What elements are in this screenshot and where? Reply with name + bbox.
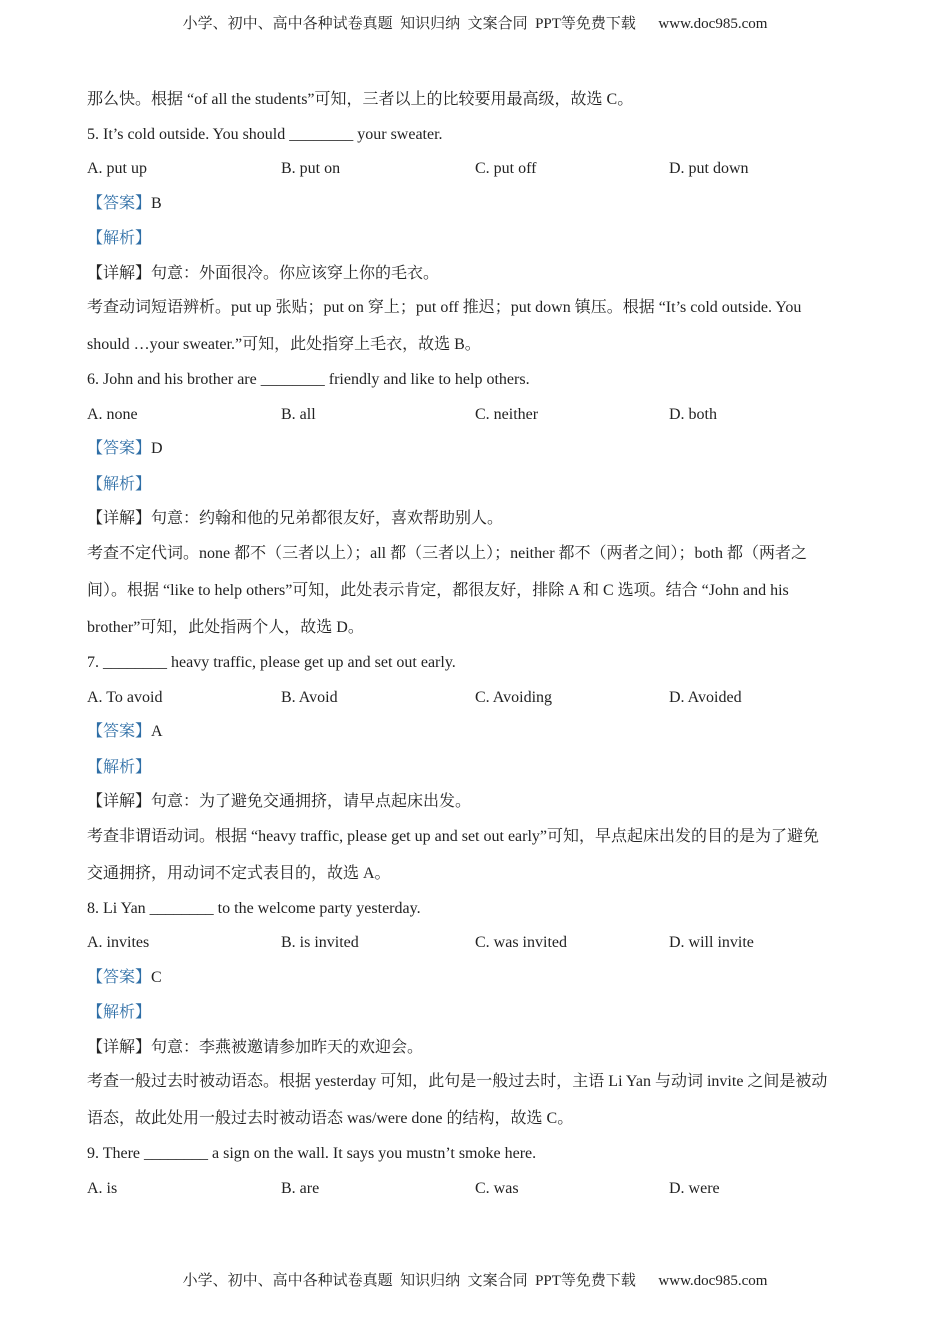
q6-option-c: C. neither xyxy=(475,406,539,423)
detail-text: 句意：约翰和他的兄弟都很友好，喜欢帮助别人。 xyxy=(151,510,504,527)
answer-value: B xyxy=(151,195,162,212)
q6-option-b: B. all xyxy=(281,406,316,423)
q7-option-b: B. Avoid xyxy=(281,689,338,706)
q5-option-c: C. put off xyxy=(475,160,537,177)
answer-value: A xyxy=(151,723,163,740)
q6-option-d: D. both xyxy=(669,406,717,423)
q9-option-c: C. was xyxy=(475,1180,519,1197)
q8-option-c: C. was invited xyxy=(475,934,567,951)
answer-tag: 【答案】 xyxy=(87,440,152,457)
q5-answer xyxy=(87,194,162,214)
q7-analysis-tag: 【解析】 xyxy=(87,759,152,776)
answer-value: C xyxy=(151,969,162,986)
question-5: 5. It’s cold outside. You should ________ your sweater. xyxy=(87,126,443,143)
detail-tag: 【详解】 xyxy=(87,510,152,527)
q7-option-d: D. Avoided xyxy=(669,689,742,706)
answer-value: D xyxy=(151,440,163,457)
q5-detail xyxy=(87,264,439,284)
q8-option-a: A. invites xyxy=(87,934,150,951)
q7-explanation-1: 考查非谓语动词。根据 “heavy traffic, please get up and set out early”可知，早点起床出发的目的是为了避免 xyxy=(87,828,820,845)
answer-tag: 【答案】 xyxy=(87,195,152,212)
q6-explanation-2: 间）。根据 “like to help others”可知，此处表示肯定，都很友好，排除 A 和 C 选项。结合 “John and his xyxy=(87,582,789,599)
q8-explanation-2: 语态，故此处用一般过去时被动语态 was/were done 的结构，故选 C。 xyxy=(87,1110,574,1127)
answer-tag: 【答案】 xyxy=(87,969,152,986)
q7-answer xyxy=(87,722,163,742)
q5-option-d: D. put down xyxy=(669,160,749,177)
q7-detail xyxy=(87,792,471,812)
detail-text: 句意：外面很冷。你应该穿上你的毛衣。 xyxy=(151,265,440,282)
q8-detail xyxy=(87,1038,423,1058)
q9-option-a: A. is xyxy=(87,1180,118,1197)
question-9: 9. There ________ a sign on the wall. It says you mustn’t smoke here. xyxy=(87,1145,537,1162)
q5-option-b: B. put on xyxy=(281,160,341,177)
answer-tag: 【答案】 xyxy=(87,723,152,740)
detail-tag: 【详解】 xyxy=(87,1039,152,1056)
question-7: 7. ________ heavy traffic, please get up and set out early. xyxy=(87,654,456,671)
detail-text: 句意：为了避免交通拥挤，请早点起床出发。 xyxy=(151,793,472,810)
detail-text: 句意：李燕被邀请参加昨天的欢迎会。 xyxy=(151,1039,424,1056)
q6-option-a: A. none xyxy=(87,406,138,423)
q5-analysis-tag: 【解析】 xyxy=(87,230,152,247)
q6-explanation-1: 考查不定代词。none 都不（三者以上）；all 都（三者以上）；neither 都不（两者之间）；both 都（两者之 xyxy=(87,545,807,562)
detail-tag: 【详解】 xyxy=(87,793,152,810)
text-line: 那么快。根据 “of all the students”可知，三者以上的比较要用最高级，故选 C。 xyxy=(87,91,634,108)
q9-option-d: D. were xyxy=(669,1180,720,1197)
q5-option-a: A. put up xyxy=(87,160,147,177)
q6-analysis-tag: 【解析】 xyxy=(87,476,152,493)
q9-option-b: B. are xyxy=(281,1180,320,1197)
q7-option-a: A. To avoid xyxy=(87,689,163,706)
q7-explanation-2: 交通拥挤，用动词不定式表目的，故选 A。 xyxy=(87,865,391,882)
q5-explanation-1: 考查动词短语辨析。put up 张贴；put on 穿上；put off 推迟；put down 镇压。根据 “It’s cold outside. You xyxy=(87,299,802,316)
q8-option-b: B. is invited xyxy=(281,934,359,951)
detail-tag: 【详解】 xyxy=(87,265,152,282)
question-8: 8. Li Yan ________ to the welcome party yesterday. xyxy=(87,900,421,917)
q7-option-c: C. Avoiding xyxy=(475,689,553,706)
page-footer: 小学、初中、高中各种试卷真题 知识归纳 文案合同 PPT等免费下载 www.doc985.com xyxy=(182,1273,768,1289)
question-6: 6. John and his brother are ________ friendly and like to help others. xyxy=(87,371,530,388)
q8-answer xyxy=(87,968,162,988)
page-header: 小学、初中、高中各种试卷真题 知识归纳 文案合同 PPT等免费下载 www.doc985.com xyxy=(182,16,768,32)
q8-option-d: D. will invite xyxy=(669,934,754,951)
q6-detail xyxy=(87,509,503,529)
q8-explanation-1: 考查一般过去时被动语态。根据 yesterday 可知，此句是一般过去时，主语 Li Yan 与动词 invite 之间是被动 xyxy=(87,1073,828,1090)
q5-explanation-2: should …your sweater.”可知，此处指穿上毛衣，故选 B。 xyxy=(87,336,481,353)
q8-analysis-tag: 【解析】 xyxy=(87,1004,152,1021)
q6-answer xyxy=(87,439,163,459)
q6-explanation-3: brother”可知，此处指两个人，故选 D。 xyxy=(87,619,364,636)
